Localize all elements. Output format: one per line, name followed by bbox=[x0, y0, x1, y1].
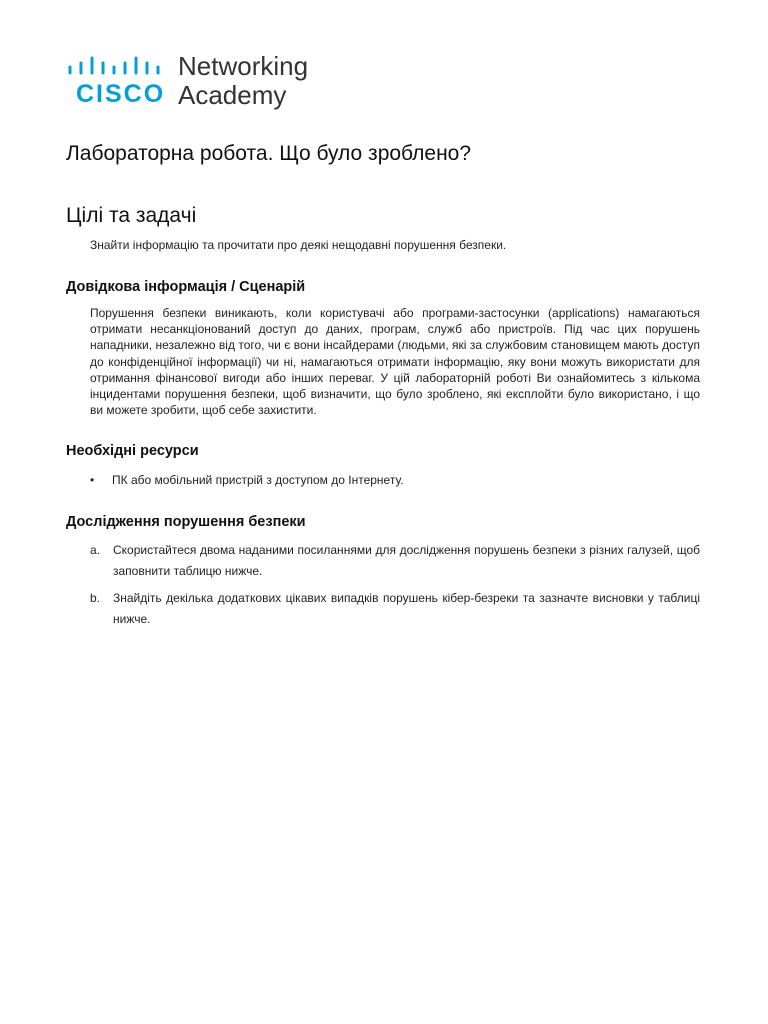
logo-title-academy: Academy bbox=[178, 80, 287, 110]
list-item bbox=[90, 473, 404, 487]
cisco-networking-academy-logo bbox=[66, 50, 326, 112]
step-text: Скористайтеся двома наданими посиланнями для дослідження порушень безпеки з різних галузей, щоб заповнити таблицю нижче. bbox=[113, 543, 700, 578]
resources-heading: Необхідні ресурси bbox=[66, 443, 199, 459]
bullet-icon: • bbox=[90, 473, 95, 487]
resource-item-text: ПК або мобільний пристрій з доступом до Інтернету. bbox=[112, 473, 404, 487]
goals-text: Знайти інформацію та прочитати про деякі нещодавні порушення безпеки. bbox=[90, 238, 507, 252]
cisco-bars-icon bbox=[68, 56, 166, 78]
resources-list bbox=[90, 473, 404, 487]
research-heading: Дослідження порушення безпеки bbox=[66, 514, 306, 530]
step-text: Знайдіть декілька додаткових цікавих випадків порушень кібер-безреки та зазначте висновки у таблиці нижче. bbox=[113, 591, 700, 626]
background-heading: Довідкова інформація / Сценарій bbox=[66, 279, 306, 295]
step-letter: a. bbox=[90, 543, 101, 557]
step-letter: b. bbox=[90, 591, 101, 605]
research-step-a bbox=[90, 540, 700, 582]
document-title: Лабораторна робота. Що було зроблено? bbox=[66, 142, 472, 165]
goals-heading: Цілі та задачі bbox=[66, 204, 197, 227]
logo-title-networking: Networking bbox=[178, 51, 309, 81]
research-step-b bbox=[90, 588, 700, 630]
cisco-wordmark: CISCO bbox=[76, 80, 166, 108]
background-paragraph: Порушення безпеки виникають, коли користувачі або програми-застосунки (applications) намагаються отримати несанкціонований доступ до даних, програм, служб або пристроїв. Під час цих порушень нападники, незалежно від того, чи є вони інсайдерами (людьми, які за службовим становищем мають доступ до конфіденційної інформації) чи ні, намагаються отримати інформацію, яку вони можуть використати для отримання фінансової вигоди або інших переваг. У цій лабораторній роботі Ви ознайомитесь з кількома інцидентами порушення безпеки, щоб визначити, що було зроблено, які експлойти було використано, і що ви можете зробити, щоб себе захистити. bbox=[90, 306, 700, 418]
